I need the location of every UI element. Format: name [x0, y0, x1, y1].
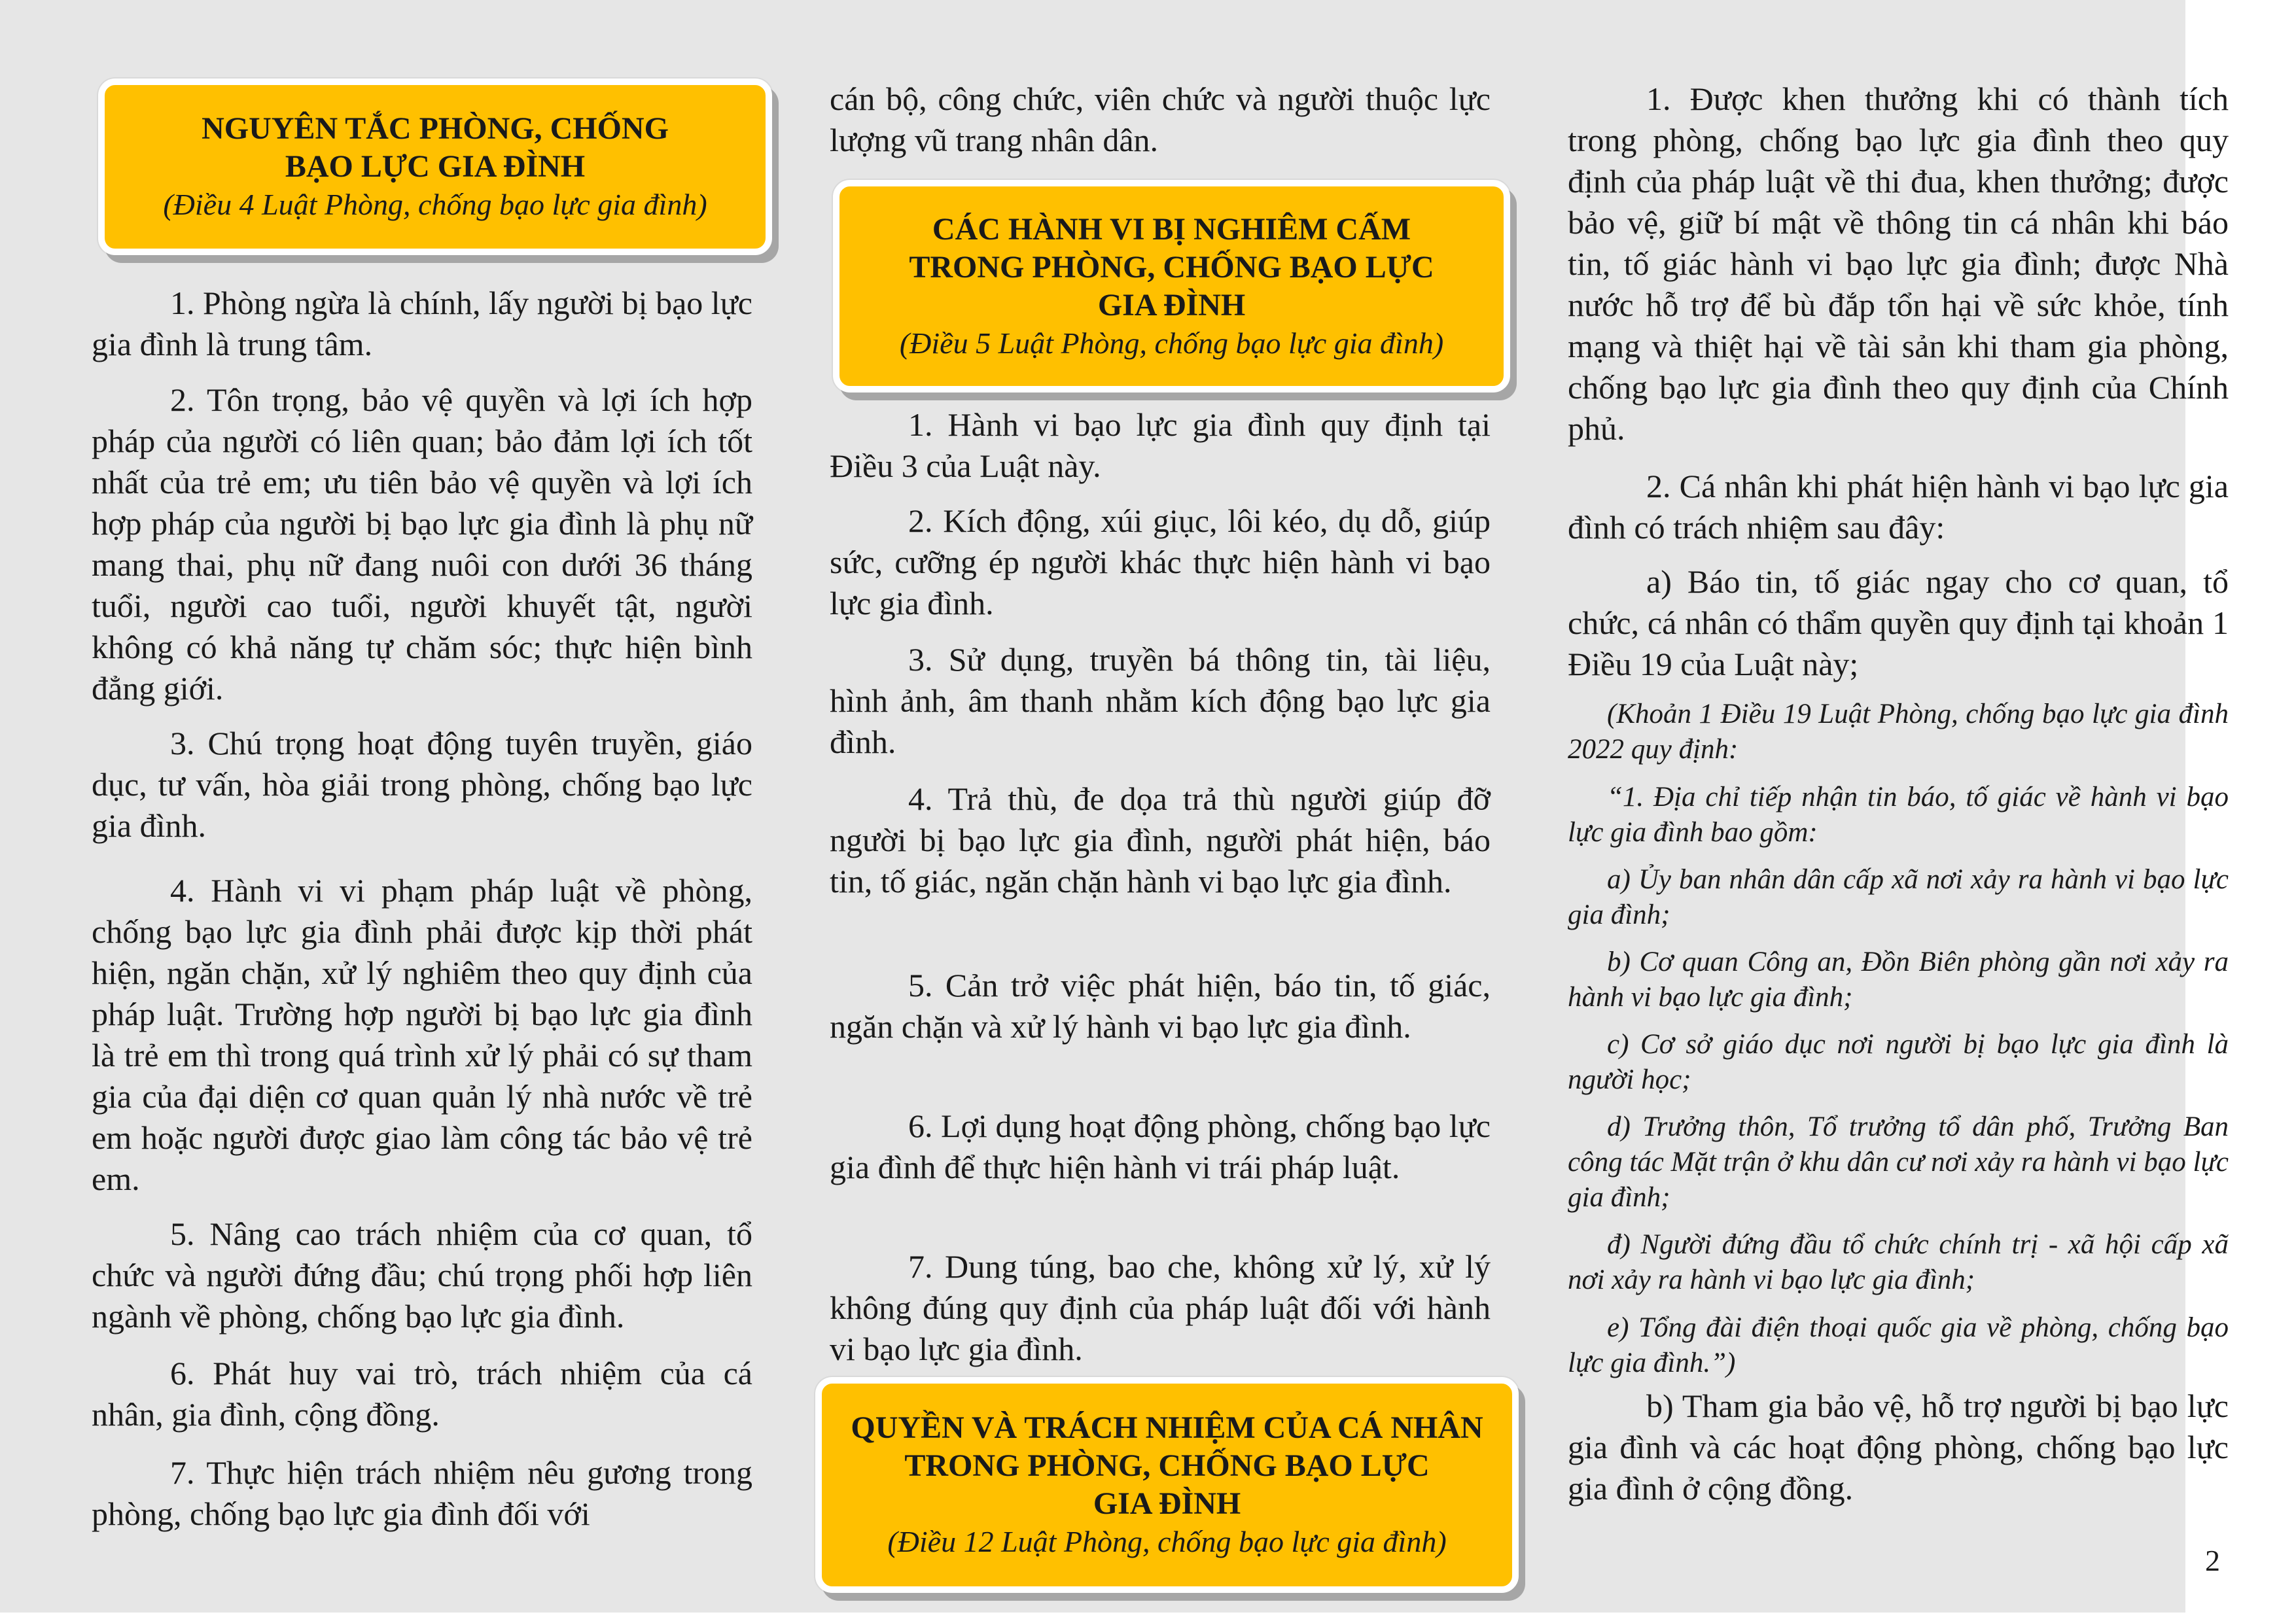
- paragraph: 4. Hành vi vi phạm pháp luật về phòng, chống bạo lực gia đình phải được kịp thời phát hiện, ngăn chặn, xử lý nghiêm theo quy định của pháp luật. Trường hợp người bị bạo lực gia đình là trẻ em thì trong quá trình xử lý phải có sự tham gia của đại diện cơ quan quản lý nhà nước về trẻ em hoặc người được giao làm công tác bảo vệ trẻ em.: [92, 872, 752, 1197]
- paragraph: 3. Sử dụng, truyền bá thông tin, tài liệu, hình ảnh, âm thanh nhằm kích động bạo lực gia đình.: [830, 641, 1491, 760]
- section-heading-box-prohibited-acts: [833, 180, 1510, 393]
- paragraph: b) Tham gia bảo vệ, hỗ trợ người bị bạo lực gia đình và các hoạt động phòng, chống bạo lực gia đình ở cộng đồng.: [1568, 1387, 2229, 1507]
- heading-title-line: TRONG PHÒNG, CHỐNG BẠO LỰC: [909, 249, 1434, 285]
- heading-law-reference: (Điều 12 Luật Phòng, chống bạo lực gia đình): [887, 1525, 1447, 1558]
- page-number: 2: [2205, 1544, 2220, 1577]
- heading-title-line: CÁC HÀNH VI BỊ NGHIÊM CẤM: [932, 211, 1411, 247]
- paragraph: 6. Phát huy vai trò, trách nhiệm của cá nhân, gia đình, cộng đồng.: [92, 1355, 752, 1433]
- heading-title-line: BẠO LỰC GIA ĐÌNH: [285, 149, 586, 184]
- paragraph: 1. Phòng ngừa là chính, lấy người bị bạo lực gia đình là trung tâm.: [92, 285, 752, 362]
- legal-note: b) Cơ quan Công an, Đồn Biên phòng gần nơi xảy ra hành vi bạo lực gia đình;: [1568, 947, 2229, 1013]
- paragraph: 2. Cá nhân khi phát hiện hành vi bạo lực gia đình có trách nhiệm sau đây:: [1568, 468, 2229, 546]
- legal-note: (Khoản 1 Điều 19 Luật Phòng, chống bạo lực gia đình 2022 quy định:: [1568, 699, 2229, 765]
- heading-title-line: QUYỀN VÀ TRÁCH NHIỆM CỦA CÁ NHÂN: [851, 1410, 1483, 1445]
- paragraph: 5. Nâng cao trách nhiệm của cơ quan, tổ chức và người đứng đầu; chú trọng phối hợp liên ngành về phòng, chống bạo lực gia đình.: [92, 1215, 752, 1335]
- heading-law-reference: (Điều 5 Luật Phòng, chống bạo lực gia đình): [899, 326, 1444, 360]
- heading-title-line: NGUYÊN TẮC PHÒNG, CHỐNG: [202, 111, 669, 146]
- paragraph: 2. Kích động, xúi giục, lôi kéo, dụ dỗ, giúp sức, cưỡng ép người khác thực hiện hành vi bạo lực gia đình.: [830, 502, 1491, 621]
- legal-note: d) Trưởng thôn, Tổ trưởng tổ dân phố, Trưởng Ban công tác Mặt trận ở khu dân cư nơi xảy ra hành vi bạo lực gia đình;: [1568, 1111, 2229, 1213]
- legal-note: đ) Người đứng đầu tổ chức chính trị - xã hội cấp xã nơi xảy ra hành vi bạo lực gia đình;: [1568, 1229, 2229, 1295]
- section-heading-box-principles: [98, 79, 772, 255]
- paragraph: 1. Được khen thưởng khi có thành tích trong phòng, chống bạo lực gia đình theo quy định của pháp luật về thi đua, khen thưởng; được bảo vệ, giữ bí mật về thông tin cá nhân khi báo tin, tố giác hành vi bạo lực gia đình; được Nhà nước hỗ trợ để bù đắp tổn hại về sức khỏe, tính mạng và thiệt hại về tài sản khi tham gia phòng, chống bạo lực gia đình theo quy định của Chính phủ.: [1568, 80, 2229, 447]
- legal-note: c) Cơ sở giáo dục nơi người bị bạo lực gia đình là người học;: [1568, 1029, 2229, 1095]
- paragraph: 1. Hành vi bạo lực gia đình quy định tại Điều 3 của Luật này.: [830, 406, 1491, 484]
- paragraph: 2. Tôn trọng, bảo vệ quyền và lợi ích hợp pháp của người có liên quan; bảo đảm lợi ích tốt nhất của trẻ em; ưu tiên bảo vệ quyền và lợi ích hợp pháp của người bị bạo lực gia đình là phụ nữ mang thai, phụ nữ đang nuôi con dưới 36 tháng tuổi, người cao tuổi, người khuyết tật, người không có khả năng tự chăm sóc; thực hiện bình đẳng giới.: [92, 381, 752, 707]
- paragraph: 7. Dung túng, bao che, không xử lý, xử lý không đúng quy định của pháp luật đối với hành vi bạo lực gia đình.: [830, 1248, 1491, 1367]
- paragraph: a) Báo tin, tố giác ngay cho cơ quan, tổ chức, cá nhân có thẩm quyền quy định tại khoản 1 Điều 19 của Luật này;: [1568, 563, 2229, 682]
- paragraph: 4. Trả thù, đe dọa trả thù người giúp đỡ người bị bạo lực gia đình, người phát hiện, báo tin, tố giác, ngăn chặn hành vi bạo lực gia đình.: [830, 780, 1491, 899]
- section-heading-box-rights-responsibilities: [815, 1377, 1519, 1593]
- paragraph: 6. Lợi dụng hoạt động phòng, chống bạo lực gia đình để thực hiện hành vi trái pháp luật.: [830, 1108, 1491, 1185]
- legal-note: a) Ủy ban nhân dân cấp xã nơi xảy ra hành vi bạo lực gia đình;: [1568, 864, 2229, 930]
- legal-note: “1. Địa chỉ tiếp nhận tin báo, tố giác về hành vi bạo lực gia đình bao gồm:: [1568, 782, 2229, 848]
- heading-law-reference: (Điều 4 Luật Phòng, chống bạo lực gia đình): [163, 188, 707, 221]
- heading-title-line: TRONG PHÒNG, CHỐNG BẠO LỰC: [904, 1448, 1430, 1483]
- heading-title-line: GIA ĐÌNH: [1097, 287, 1246, 323]
- legal-note: e) Tổng đài điện thoại quốc gia về phòng, chống bạo lực gia đình.”): [1568, 1312, 2229, 1378]
- paragraph-continuation: cán bộ, công chức, viên chức và người thuộc lực lượng vũ trang nhân dân.: [830, 80, 1491, 158]
- paragraph: 7. Thực hiện trách nhiệm nêu gương trong phòng, chống bạo lực gia đình đối với: [92, 1454, 752, 1532]
- paragraph: 3. Chú trọng hoạt động tuyên truyền, giáo dục, tư vấn, hòa giải trong phòng, chống bạo lực gia đình.: [92, 725, 752, 844]
- paragraph: 5. Cản trở việc phát hiện, báo tin, tố giác, ngăn chặn và xử lý hành vi bạo lực gia đình.: [830, 967, 1491, 1045]
- heading-title-line: GIA ĐÌNH: [1093, 1486, 1241, 1521]
